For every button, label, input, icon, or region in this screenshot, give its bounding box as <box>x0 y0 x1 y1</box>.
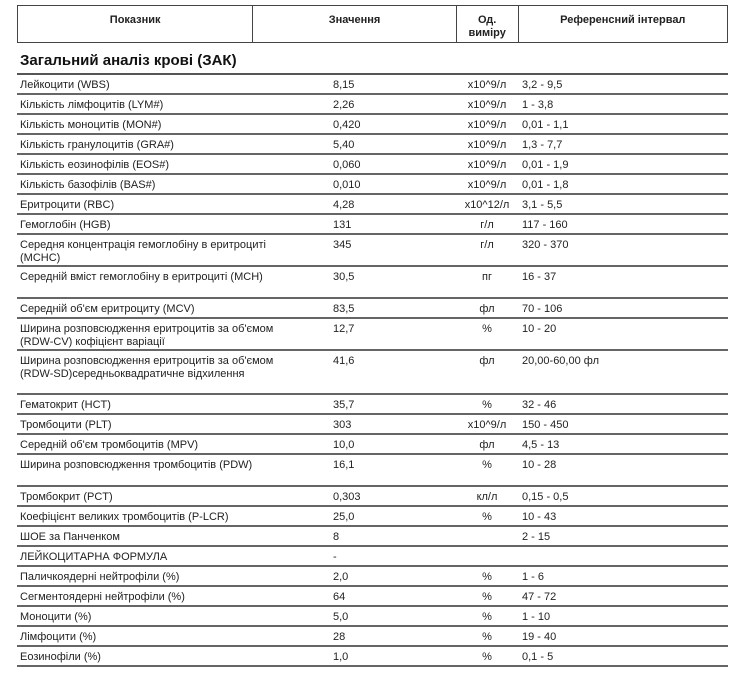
row-indicator-name: Ширина розповсюдження тромбоцитів (PDW) <box>20 459 253 471</box>
row-unit: % <box>482 631 492 643</box>
row-value: 0,303 <box>333 491 361 503</box>
row-indicator-name: Паличкоядерні нейтрофіли (%) <box>20 571 180 583</box>
row-indicator-name: Кількість еозинофілів (EOS#) <box>20 159 170 171</box>
row-value: 0,060 <box>333 159 361 171</box>
row-reference-range: 10 - 28 <box>522 459 557 471</box>
row-value: 8 <box>333 531 340 543</box>
row-indicator-name: Лімфоцити (%) <box>20 631 97 643</box>
header-unit <box>456 6 518 42</box>
row-value: 83,5 <box>333 303 355 315</box>
row-indicator-name: Середня концентрація гемоглобіну в еритроциті (MCHC) <box>20 239 266 264</box>
row-unit: % <box>482 611 492 623</box>
row-indicator-name: Ширина розповсюдження еритроцитів за об'ємом (RDW-SD)середньоквадратичне відхилення <box>20 355 274 380</box>
row-value: 0,420 <box>333 119 361 131</box>
row-indicator-name: Кількість моноцитів (MON#) <box>20 119 162 131</box>
row-value: 28 <box>333 631 346 643</box>
row-unit: % <box>482 323 492 335</box>
row-reference-range: 0,01 - 1,8 <box>522 179 569 191</box>
table-row <box>17 607 728 627</box>
row-indicator-name: Середній об'єм еритроциту (MCV) <box>20 303 195 315</box>
row-reference-range: 0,1 - 5 <box>522 651 554 663</box>
row-reference-range: 10 - 20 <box>522 323 557 335</box>
row-unit: пг <box>482 271 492 283</box>
row-value: - <box>333 551 337 563</box>
row-reference-range: 70 - 106 <box>522 303 563 315</box>
row-unit: фл <box>479 303 495 315</box>
row-reference-range <box>518 547 728 565</box>
row-reference-range: 2 - 15 <box>522 531 551 543</box>
header-value: Значення <box>252 6 455 42</box>
row-unit: % <box>482 591 492 603</box>
row-indicator-name: Середній вміст гемоглобіну в еритроциті (MCH) <box>20 271 263 283</box>
row-reference-range: 20,00-60,00 фл <box>522 355 599 367</box>
table-row <box>17 75 728 95</box>
table-row <box>17 299 728 319</box>
row-indicator-name: Кількість гранулоцитів (GRA#) <box>20 139 174 151</box>
row-unit: x10^12/л <box>464 199 510 211</box>
row-value: 16,1 <box>333 459 355 471</box>
row-value: 303 <box>333 419 352 431</box>
row-value: 5,0 <box>333 611 349 623</box>
row-unit: x10^9/л <box>467 139 507 151</box>
row-value: 41,6 <box>333 355 355 367</box>
section-title: Загальний аналіз крові (ЗАК) <box>17 51 728 75</box>
row-reference-range: 0,01 - 1,1 <box>522 119 569 131</box>
row-value: 345 <box>333 239 352 251</box>
table-row <box>17 267 728 299</box>
row-indicator-name: Кількість базофілів (BAS#) <box>20 179 156 191</box>
row-reference-range: 1 - 10 <box>522 611 551 623</box>
table-row <box>17 351 728 395</box>
row-reference-range: 150 - 450 <box>522 419 569 431</box>
lab-results-document <box>17 5 728 667</box>
table-row <box>17 567 728 587</box>
table-row <box>17 507 728 527</box>
table-row <box>17 195 728 215</box>
table-row <box>17 135 728 155</box>
results-table-body <box>17 75 728 667</box>
row-unit: % <box>482 399 492 411</box>
table-row <box>17 319 728 351</box>
table-row <box>17 527 728 547</box>
row-value: 4,28 <box>333 199 355 211</box>
row-indicator-name: Ширина розповсюдження еритроцитів за об'ємом (RDW-CV) кофіцієнт варіації <box>20 323 274 348</box>
table-row <box>17 587 728 607</box>
row-unit: % <box>482 651 492 663</box>
row-indicator-name: Еритроцити (RBC) <box>20 199 115 211</box>
table-row <box>17 415 728 435</box>
row-value: 64 <box>333 591 346 603</box>
row-unit: г/л <box>480 239 494 251</box>
row-reference-range: 1,3 - 7,7 <box>522 139 563 151</box>
table-header <box>17 5 728 43</box>
row-unit: г/л <box>480 219 494 231</box>
row-indicator-name: Моноцити (%) <box>20 611 92 623</box>
table-row <box>17 627 728 647</box>
table-row <box>17 155 728 175</box>
row-indicator-name: Коефіцієнт великих тромбоцитів (P-LCR) <box>20 511 229 523</box>
table-row <box>17 455 728 487</box>
row-value: 2,26 <box>333 99 355 111</box>
table-row <box>17 95 728 115</box>
row-value: 2,0 <box>333 571 349 583</box>
row-reference-range: 0,01 - 1,9 <box>522 159 569 171</box>
row-unit: x10^9/л <box>467 419 507 431</box>
row-value: 35,7 <box>333 399 355 411</box>
row-value: 5,40 <box>333 139 355 151</box>
row-reference-range: 16 - 37 <box>522 271 557 283</box>
header-unit-line1: Од. <box>478 14 497 26</box>
row-value: 10,0 <box>333 439 355 451</box>
row-value: 1,0 <box>333 651 349 663</box>
header-unit-line2: виміру <box>468 27 506 39</box>
row-unit: фл <box>479 355 495 367</box>
row-indicator-name: Тромбоцити (PLT) <box>20 419 112 431</box>
header-indicator: Показник <box>109 14 161 26</box>
row-indicator-name: Середній об'єм тромбоцитів (MPV) <box>20 439 199 451</box>
row-value: 131 <box>333 219 352 231</box>
row-unit: % <box>482 459 492 471</box>
row-indicator-name: ЛЕЙКОЦИТАРНА ФОРМУЛА <box>20 551 168 563</box>
table-row <box>17 235 728 267</box>
row-value: 25,0 <box>333 511 355 523</box>
row-reference-range: 10 - 43 <box>522 511 557 523</box>
row-reference-range: 19 - 40 <box>522 631 557 643</box>
row-reference-range: 1 - 6 <box>522 571 545 583</box>
row-unit: кл/л <box>476 491 498 503</box>
row-unit: x10^9/л <box>467 179 507 191</box>
row-value: 12,7 <box>333 323 355 335</box>
row-indicator-name: ШОЕ за Панченком <box>20 531 120 543</box>
table-row <box>17 547 728 567</box>
table-row <box>17 175 728 195</box>
row-reference-range: 4,5 - 13 <box>522 439 560 451</box>
table-row <box>17 115 728 135</box>
row-reference-range: 32 - 46 <box>522 399 557 411</box>
table-row <box>17 395 728 415</box>
row-indicator-name: Тромбокрит (PCT) <box>20 491 113 503</box>
table-row <box>17 215 728 235</box>
row-unit <box>456 527 518 545</box>
row-reference-range: 1 - 3,8 <box>522 99 554 111</box>
table-row <box>17 435 728 455</box>
row-unit: % <box>482 571 492 583</box>
row-unit: x10^9/л <box>467 79 507 91</box>
row-value: 8,15 <box>333 79 355 91</box>
row-indicator-name: Сегментоядерні нейтрофіли (%) <box>20 591 185 603</box>
row-indicator-name: Гемоглобін (HGB) <box>20 219 111 231</box>
table-row <box>17 487 728 507</box>
table-row <box>17 647 728 667</box>
row-value: 30,5 <box>333 271 355 283</box>
row-reference-range: 47 - 72 <box>522 591 557 603</box>
row-unit <box>456 547 518 565</box>
row-unit: x10^9/л <box>467 99 507 111</box>
header-reference: Референсний інтервал <box>518 6 727 42</box>
row-unit: x10^9/л <box>467 119 507 131</box>
row-reference-range: 3,2 - 9,5 <box>522 79 563 91</box>
row-unit: фл <box>479 439 495 451</box>
row-reference-range: 0,15 - 0,5 <box>522 491 569 503</box>
row-unit: % <box>482 511 492 523</box>
row-reference-range: 320 - 370 <box>522 239 569 251</box>
row-indicator-name: Лейкоцити (WBS) <box>20 79 110 91</box>
row-value: 0,010 <box>333 179 361 191</box>
row-indicator-name: Еозинофіли (%) <box>20 651 101 663</box>
row-reference-range: 117 - 160 <box>522 219 568 231</box>
row-indicator-name: Гематокрит (HCT) <box>20 399 111 411</box>
row-unit: x10^9/л <box>467 159 507 171</box>
row-indicator-name: Кількість лімфоцитів (LYM#) <box>20 99 164 111</box>
row-reference-range: 3,1 - 5,5 <box>522 199 563 211</box>
